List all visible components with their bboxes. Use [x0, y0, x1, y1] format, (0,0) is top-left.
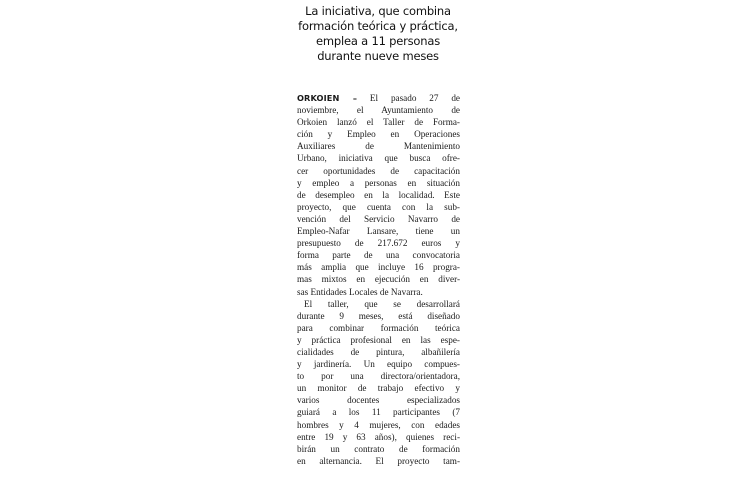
- text-line: forma parte de una convocatoria: [297, 250, 460, 261]
- text-line: de desempleo en la localidad. Este: [297, 189, 460, 200]
- text-line: hombres y 4 mujeres, con edades: [297, 419, 460, 430]
- text-line: y práctica profesional en las espe-: [297, 334, 460, 345]
- article-subheadline: [296, 4, 460, 64]
- text-line: proyecto, que cuenta con la sub-: [297, 201, 460, 212]
- subhead-line: formación teórica y práctica,: [298, 19, 458, 33]
- text-line: birán un contrato de formación: [297, 443, 460, 454]
- text-line: presupuesto de 217.672 euros y: [297, 238, 460, 249]
- text-line: mas mixtos en ejecución en diver-: [297, 274, 460, 285]
- text-line: Auxiliares de Mantenimiento: [297, 141, 460, 152]
- text-line: Urbano, iniciativa que busca ofre-: [297, 153, 460, 164]
- text-line: cialidades de pintura, albañilería: [297, 346, 460, 357]
- article-dateline: ORKOIEN –: [297, 93, 358, 103]
- text-line: y empleo a personas en situación: [297, 177, 460, 188]
- text-line: varios docentes especializados: [297, 395, 460, 406]
- text-line: noviembre, el Ayuntamiento de: [297, 105, 460, 116]
- text-line: vención del Servicio Navarro de: [297, 213, 460, 224]
- text-line: El taller, que se desarrollará: [304, 298, 460, 309]
- text-line: en alternancia. El proyecto tam-: [297, 455, 460, 466]
- text-line: entre 19 y 63 años), quienes reci-: [297, 431, 460, 442]
- text-line: sas Entidades Locales de Navarra.: [297, 286, 423, 297]
- subhead-line: La iniciativa, que combina: [305, 4, 451, 18]
- article-body: [297, 92, 460, 467]
- text-line: ción y Empleo en Operaciones: [297, 129, 460, 140]
- text-line: un monitor de trabajo efectivo y: [297, 383, 460, 394]
- article-first-line: [297, 92, 460, 104]
- text-line: Empleo-Nafar Lansare, tiene un: [297, 226, 460, 237]
- text-line: cer oportunidades de capacitación: [297, 165, 460, 176]
- text-line: para combinar formación teórica: [297, 322, 460, 333]
- text-line: Orkoien lanzó el Taller de Forma-: [297, 117, 460, 128]
- article-header: [296, 0, 460, 64]
- text-line: durante 9 meses, está diseñado: [297, 310, 460, 321]
- text-line: guiará a los 11 participantes (7: [297, 407, 460, 418]
- text-line: y jardinería. Un equipo compues-: [297, 359, 460, 370]
- text-line: to por una directora/orientadora,: [297, 371, 460, 382]
- subhead-line: emplea a 11 personas: [316, 34, 440, 48]
- subhead-line: durante nueve meses: [317, 49, 439, 63]
- text-line: El pasado 27 de: [357, 93, 460, 103]
- text-line: más amplia que incluye 16 progra-: [297, 262, 460, 273]
